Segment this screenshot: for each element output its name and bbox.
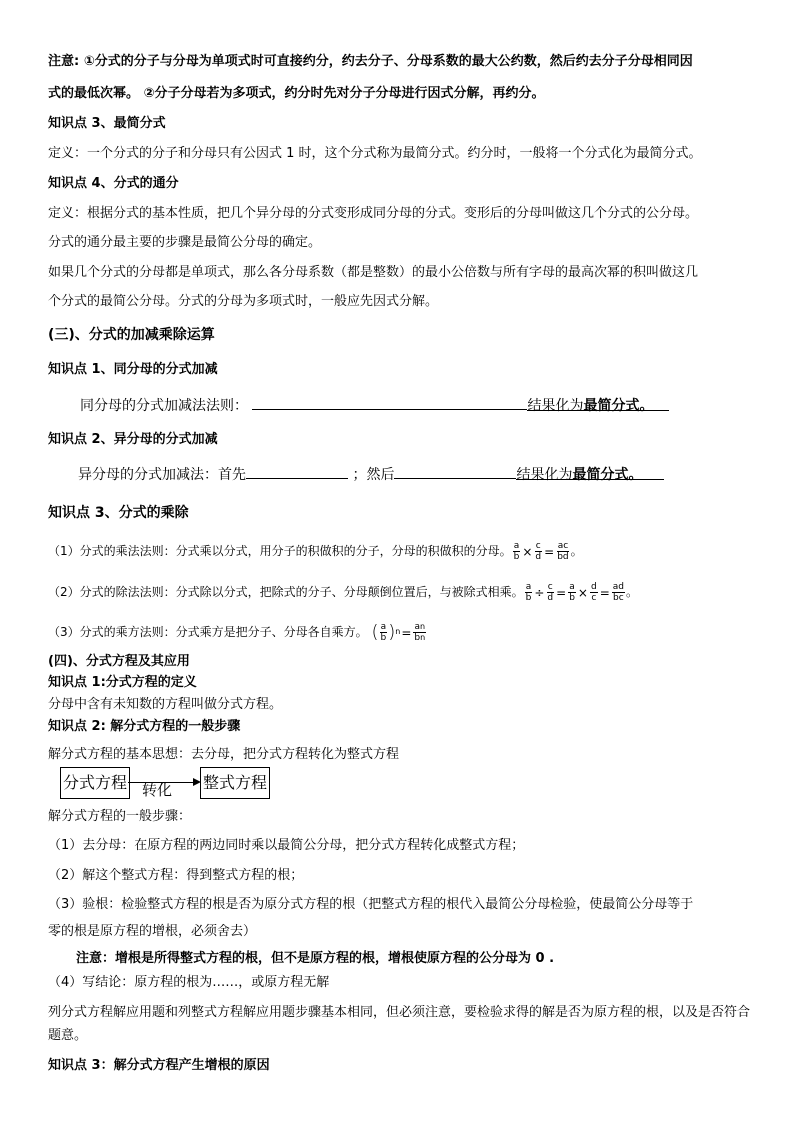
add-diff-denominator-title: 知识点 2、异分母的分式加减 xyxy=(48,432,218,447)
kp4-definition: 定义：根据分式的基本性质，把几个异分母的分式变形成同分母的分式。变形后的分母叫做这几个分式的公分母。 xyxy=(48,206,699,221)
kp4-rule-line-2: 个分式的最简公分母。分式的分母为多项式时，一般应先因式分解。 xyxy=(48,294,439,309)
power-rule: （3）分式的乘方法则：分式乘方是把分子、分母各自乘方。 ( $\frac{a}{b}$ )$^n$= $\frac{an}{bn}$ xyxy=(48,621,426,643)
fraction-ac-over-bd: $\frac{ac}{bd}$ xyxy=(557,541,569,562)
add-diff-denominator-rule xyxy=(78,464,664,485)
equation-kp1-title: 知识点 1:分式方程的定义 xyxy=(48,675,197,690)
kp3-title: 知识点 3、最简分式 xyxy=(48,116,166,131)
section-3-title: (三)、分式的加减乘除运算 xyxy=(48,327,215,343)
underlined-tail: 结果化为最简分式。 xyxy=(516,465,664,480)
conversion-label: 转化 xyxy=(142,781,173,799)
kp4-key-step: 分式的通分最主要的步骤是最简公分母的确定。 xyxy=(48,235,322,250)
fill-in-blank-1 xyxy=(246,464,348,479)
step-3-line-1: （3）验根：检验整式方程的根是否为原分式方程的根（把整式方程的根代入最简公分母检验，使最简公分母等于 xyxy=(48,897,694,912)
step-3-line-2: 零的根是原方程的增根，必须舍去） xyxy=(48,924,257,939)
kp4-title: 知识点 4、分式的通分 xyxy=(48,176,179,191)
steps-title: 解分式方程的一般步骤： xyxy=(48,809,192,824)
rule-prefix: 异分母的分式加减法：首先 xyxy=(78,467,246,483)
equation-kp2-title: 知识点 2: 解分式方程的一般步骤 xyxy=(48,719,241,734)
fractional-equation-box: 分式方程 xyxy=(60,767,130,799)
step-2: （2）解这个整式方程：得到整式方程的根； xyxy=(48,868,304,883)
rule-separator: ；然后 xyxy=(352,467,395,483)
kp4-rule-line-1: 如果几个分式的分母都是单项式，那么各分母系数（都是整数）的最小公倍数与所有字母的最高次幂的积叫做这几 xyxy=(48,265,699,280)
note-line-2: 式的最低次幂。 ②分子分母若为多项式，约分时先对分子分母进行因式分解，再约分。 xyxy=(48,86,545,101)
step-4: （4）写结论：原方程的根为……，或原方程无解 xyxy=(48,975,330,990)
section-4-title: (四)、分式方程及其应用 xyxy=(48,654,190,669)
fill-in-blank xyxy=(252,395,527,410)
fraction-a-over-b: $\frac{a}{b}$ xyxy=(513,541,520,562)
note-line-1: 注意: ①分式的分子与分母为单项式时可直接约分，约去分子、分母系数的最大公约数，然后约去分子分母相同因 xyxy=(48,54,693,69)
rule-prefix: 同分母的分式加减法法则： xyxy=(80,398,248,414)
underlined-tail: 结果化为最简分式。 xyxy=(527,396,669,411)
step-1: （1）去分母：在原方程的两边同时乘以最简公分母，把分式方程转化成整式方程； xyxy=(48,838,525,853)
add-same-denominator-title: 知识点 1、同分母的分式加减 xyxy=(48,362,218,377)
multiplication-rule: （1）分式的乘法法则：分式乘以分式，用分子的积做积的分子，分母的积做积的分母。 $\frac{a}{b}$ × $\frac{c}{d}$ = $\frac{ac}{bd}$ 。 xyxy=(48,541,583,562)
equation-basic-idea: 解分式方程的基本思想：去分母，把分式方程转化为整式方程 xyxy=(48,747,400,762)
integral-equation-box: 整式方程 xyxy=(200,767,270,799)
fraction-c-over-d: $\frac{c}{d}$ xyxy=(535,541,542,562)
application-paragraph: 列分式方程解应用题和列整式方程解应用题步骤基本相同，但必须注意，要检验求得的解是否为原方程的根，以及是否符合题意。 xyxy=(48,1005,751,1043)
fill-in-blank-2 xyxy=(394,464,516,479)
division-rule: （2）分式的除法法则：分式除以分式，把除式的分子、分母颠倒位置后，与被除式相乘。 $\frac{a}{b}$ ÷ $\frac{c}{d}$ = $\frac{a}{b}$ × $\frac{d}{c}$ = $\frac{ad}{bc}$ 。 xyxy=(48,582,639,603)
extraneous-root-note: 注意：增根是所得整式方程的根，但不是原方程的根，增根使原方程的公分母为 0 . xyxy=(76,951,555,966)
mul-div-title: 知识点 3、分式的乘除 xyxy=(48,505,189,521)
kp3-definition: 定义：一个分式的分子和分母只有公因式 1 时，这个分式称为最简分式。约分时，一般将一个分式化为最简分式。 xyxy=(48,146,702,161)
add-same-denominator-rule xyxy=(80,395,669,416)
equation-kp1-definition: 分母中含有未知数的方程叫做分式方程。 xyxy=(48,697,283,712)
equation-kp3-title: 知识点 3：解分式方程产生增根的原因 xyxy=(48,1058,270,1073)
